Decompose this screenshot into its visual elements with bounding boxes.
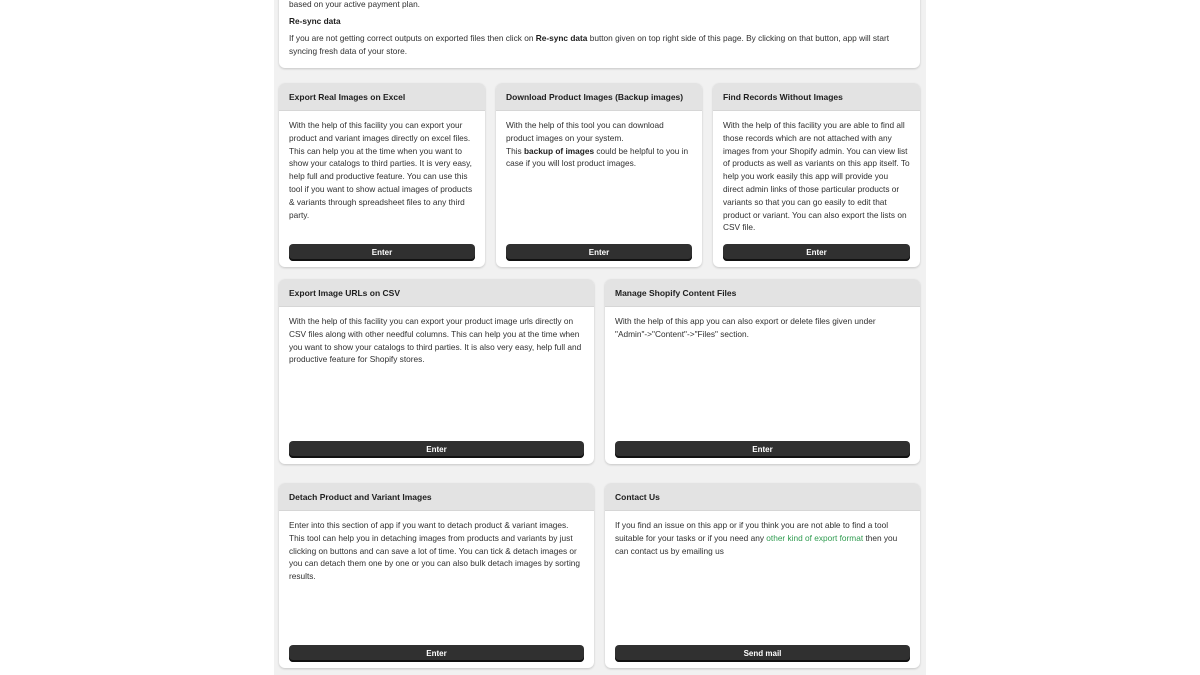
resync-text-part: button given on top right side of this page. By clicking on that button, app will start syncing fresh data of your store. <box>289 33 890 56</box>
export-image-urls-enter-button[interactable]: Enter <box>289 441 584 458</box>
resync-heading: Re-sync data <box>289 16 341 26</box>
plan-text: based on your active payment plan. <box>289 0 420 9</box>
text-part: could be helpful to you in case if you will lost product images. <box>506 145 689 169</box>
find-records-enter-button[interactable]: Enter <box>723 244 910 261</box>
export-real-images-enter-button[interactable]: Enter <box>289 244 475 261</box>
card-description: With the help of this facility you are able to find all those records which are not attached with any images from your Shopify admin. You can view list of products as well as variants on this app itself. To help you work easily this app will provide you direct admin links of those particular products or variants so that you can go easily to edit that product or variant. You can also export the lists on CSV file. <box>723 120 910 233</box>
resync-text-part: If you are not getting correct outputs on exported files then click on <box>289 33 536 43</box>
card-title: Export Real Images on Excel <box>279 83 485 111</box>
card-title: Contact Us <box>605 483 920 511</box>
card-description: With the help of this app you can also export or delete files given under "Admin"->"Content"->"Files" section. <box>615 316 876 339</box>
card-description: With the help of this facility you can export your product image urls directly on CSV files along with other needful columns. This can help you at the time when you want to show your catalogs to third parties. It is also very easy, help full and productive feature for Shopify stores. <box>289 316 582 365</box>
text-part: then you can contact us by emailing us <box>615 532 898 556</box>
text-part: This <box>506 145 524 156</box>
card-find-records-without-images <box>713 83 920 267</box>
resync-info-card <box>279 0 920 68</box>
card-description-line: With the help of this tool you can download product images on your system. <box>506 120 664 143</box>
card-description <box>496 111 702 170</box>
card-manage-content-files <box>605 279 920 464</box>
card-title: Find Records Without Images <box>713 83 920 111</box>
card-description: Enter into this section of app if you want to detach product & variant images. This tool can help you in detaching images from products and variants by just clicking on buttons and can save a lot of time. You can tick & detach images or you can detach them one by one or you can also bulk detach images by sorting results. <box>289 520 581 582</box>
detach-images-enter-button[interactable]: Enter <box>289 645 584 662</box>
card-download-product-images <box>496 83 702 267</box>
download-product-images-enter-button[interactable]: Enter <box>506 244 692 261</box>
card-title: Manage Shopify Content Files <box>605 279 920 307</box>
resync-bold-text: Re-sync data <box>535 33 588 43</box>
card-description: With the help of this facility you can export your product and variant images directly on excel files. This can help you at the time when you want to show your catalogs to third parties. It is very easy, help full and productive feature. You can use this tool if you want to show actual images of products & variants through spreadsheet files to any third party. <box>289 120 473 220</box>
card-detach-images <box>279 483 594 668</box>
card-title: Detach Product and Variant Images <box>279 483 594 511</box>
resync-description <box>289 32 910 58</box>
page-background <box>274 0 926 675</box>
send-mail-button[interactable]: Send mail <box>615 645 910 662</box>
manage-content-files-enter-button[interactable]: Enter <box>615 441 910 458</box>
card-export-real-images <box>279 83 485 267</box>
text-part: If you find an issue on this app or if you think you are not able to find a tool suitable for your tasks or if you need any <box>615 520 889 543</box>
export-format-link[interactable]: other kind of export format <box>766 532 864 543</box>
card-title: Download Product Images (Backup images) <box>496 83 702 111</box>
card-title: Export Image URLs on CSV <box>279 279 594 307</box>
card-description <box>605 511 920 557</box>
bold-text: backup of images <box>523 145 595 156</box>
card-export-image-urls <box>279 279 594 464</box>
card-contact-us <box>605 483 920 668</box>
card-description-line <box>506 145 692 171</box>
